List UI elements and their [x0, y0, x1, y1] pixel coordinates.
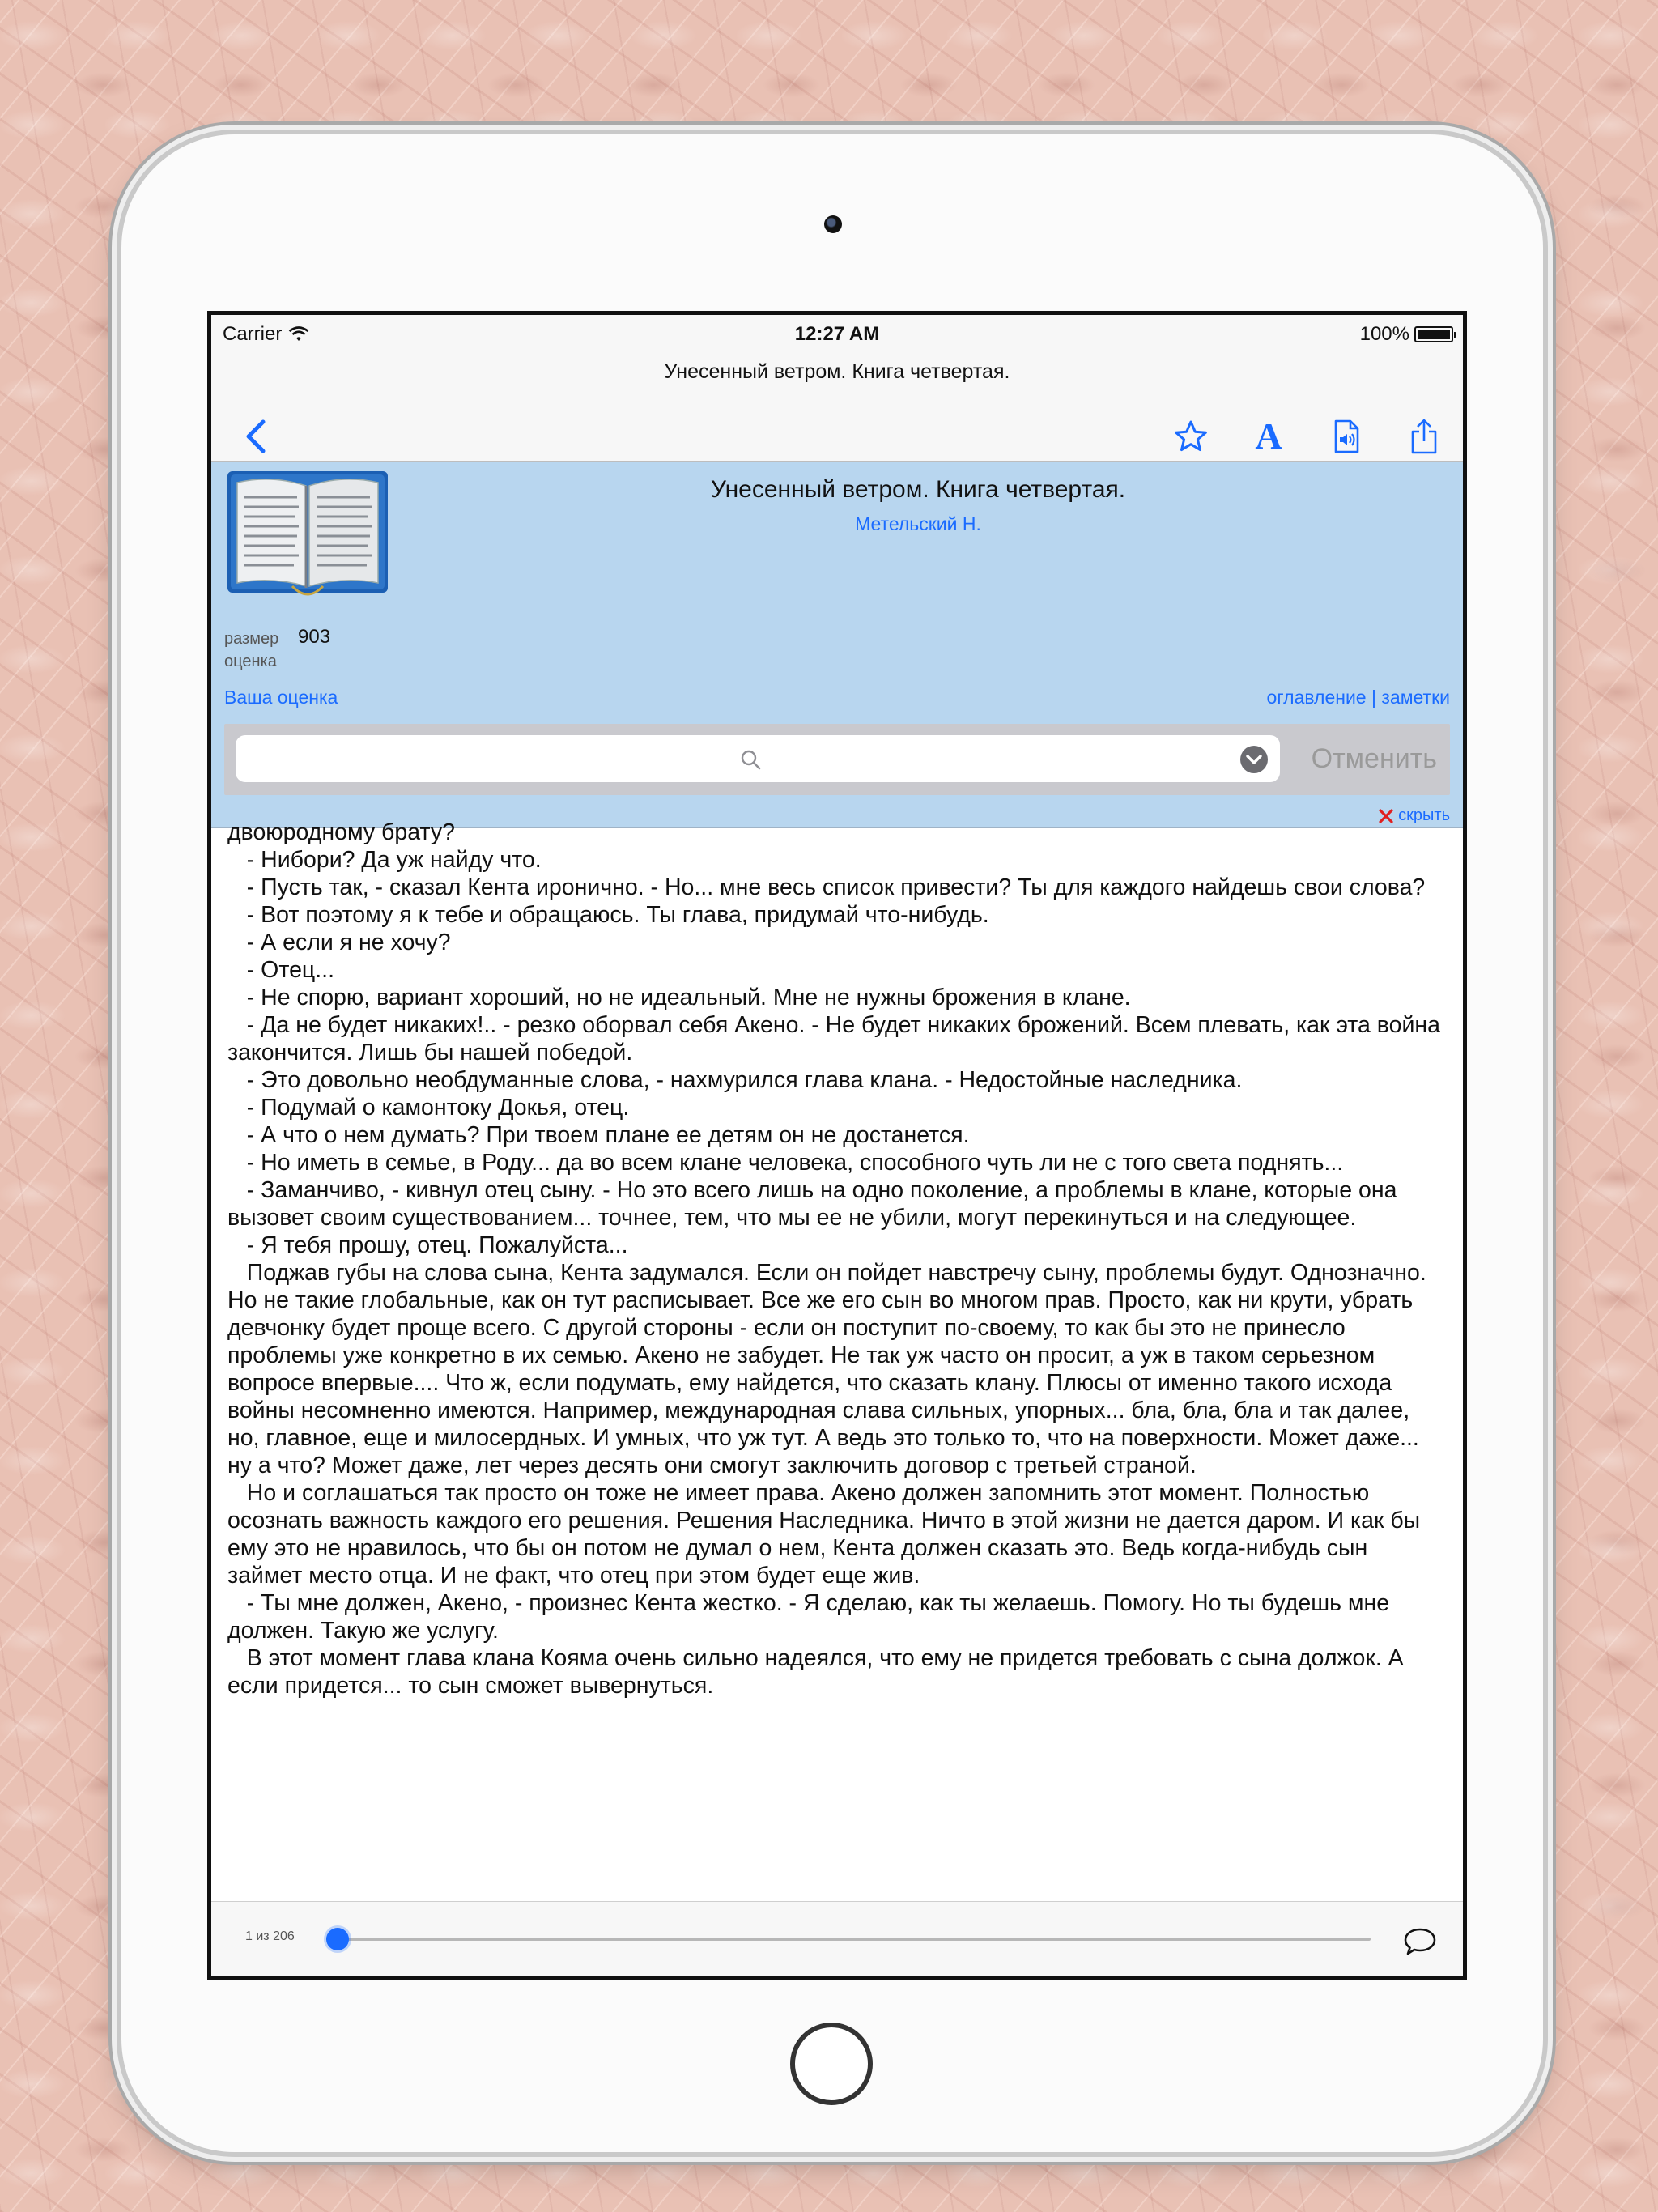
text-paragraph: - Ты мне должен, Акено, - произнес Кента жестко. - Я сделаю, как ты желаешь. Помогу. Но ты будешь мне должен. Такую же услугу. — [227, 1590, 1397, 1644]
rating-label: оценка — [224, 653, 277, 670]
share-button[interactable] — [1401, 414, 1447, 459]
text-paragraph: - Заманчиво, - кивнул отец сыну. - Но это всего лишь на одно поколение, а проблемы в клане, которые она вызовет своим существованием... точнее, тем, что мы ее не убили, могут перекинуться и на следующее. — [227, 1177, 1404, 1231]
nav-toolbar — [1136, 414, 1447, 459]
star-icon — [1173, 419, 1209, 454]
reader-bottom-bar — [211, 1901, 1463, 1976]
text-paragraph: Поджав губы на слова сына, Кента задумался. Если он пойдет навстречу сыну, проблемы будут. Однозначно. Но не такие глобальные, как он тут расписывает. Все же его сын во многом прав. Просто, как ни крути, убрать девчонку будет проще всего. С другой стороны - если он поступит по-своему, то как бы это не принесло проблемы уже конкретно в их семью. Акено не забудет. Не так уж часто он просит, а уж в таком серьезном вопросе впервые.... Что ж, если подумать, ему найдется, что сказать клану. Плюсы от именно такого исхода войны несомненно имеются. Например, международная слава сильных, упорных... бла, бла, бла и так далее, но, главное, еще и милосердных. И умных, что уж тут. А ведь это только то, что на поверхности. Может даже... ну а что? Может даже, лет через десять они смогут заключить договор с третьей страной. — [227, 1260, 1433, 1478]
text-paragraph: двоюродному брату? — [227, 819, 455, 845]
audio-button[interactable] — [1324, 414, 1369, 459]
battery-percent: 100% — [1359, 323, 1409, 345]
text-paragraph: - А что о нем думать? При твоем плане ее детям он не достанется. — [227, 1122, 970, 1148]
text-paragraph: - Не спорю, вариант хороший, но не идеальный. Мне не нужны брожения в клане. — [227, 985, 1131, 1010]
text-paragraph: - Да не будет никаких!.. - резко оборвал себя Акено. - Не будет никаких брожений. Всем плевать, как эта война закончится. Лишь бы нашей победой. — [227, 1012, 1447, 1066]
text-paragraph: - Но иметь в семье, в Роду... да во всем клане человека, способного чуть ли не с того света поднять... — [227, 1150, 1344, 1176]
reader-text — [227, 819, 1447, 1928]
notes-link[interactable]: заметки — [1381, 687, 1450, 708]
font-settings-button[interactable] — [1246, 414, 1291, 459]
text-paragraph: В этот момент глава клана Кояма очень сильно надеялся, что ему не придется требовать с сына должок. А если придется... то сын сможет вывернуться. — [227, 1645, 1410, 1699]
text-paragraph: - Пусть так, - сказал Кента иронично. - Но... мне весь список привести? Ты для каждого найдешь свои слова? — [227, 874, 1426, 900]
book-title: Унесенный ветром. Книга четвертая. — [710, 476, 1126, 503]
cancel-search-button[interactable]: Отменить — [1311, 743, 1437, 774]
search-bar — [224, 724, 1450, 795]
text-paragraph: - Я тебя прошу, отец. Пожалуйста... — [227, 1232, 628, 1258]
text-paragraph: - Нибори? Да уж найду что. — [227, 847, 542, 873]
font-icon: A — [1255, 415, 1282, 457]
text-paragraph: - А если я не хочу? — [227, 929, 451, 955]
book-author-link[interactable]: Метельский Н. — [855, 513, 981, 534]
text-paragraph: - Отец... — [227, 957, 335, 983]
chevron-down-circle-icon[interactable] — [1239, 745, 1269, 774]
carrier-label: Carrier — [223, 323, 283, 345]
text-paragraph: Но и соглашаться так просто он тоже не имеет права. Акено должен запомнить этот момент. Полностью осознать важность каждого его решения. Решения Наследника. Ничто в этой жизни не дается даром. И как бы ему это не нравилось, что бы он потом не думал о нем, Кента должен сказать это. Ведь когда-нибудь сын займет место отца. И не факт, что отец при этом будет еще жив. — [227, 1480, 1427, 1589]
screen — [207, 311, 1467, 1980]
back-chevron-icon[interactable] — [242, 419, 270, 454]
audio-file-icon — [1329, 419, 1364, 454]
status-time: 12:27 AM — [794, 323, 880, 345]
battery-group — [1360, 323, 1453, 346]
home-button[interactable] — [790, 2023, 873, 2105]
share-icon — [1406, 419, 1442, 454]
toc-link[interactable]: оглавление — [1266, 687, 1367, 708]
your-rating-link[interactable]: Ваша оценка — [224, 687, 338, 708]
size-value: 903 — [298, 626, 331, 648]
ipad-frame — [121, 134, 1543, 2152]
camera-dot — [824, 215, 842, 233]
text-paragraph: - Это довольно необдуманные слова, - нахмурился глава клана. - Недостойные наследника. — [227, 1067, 1243, 1093]
nav-title: Унесенный ветром. Книга четвертая. — [664, 360, 1010, 383]
battery-icon — [1414, 326, 1453, 342]
link-separator: | — [1366, 687, 1382, 708]
navigation-bar — [211, 347, 1463, 462]
bookmark-star-button[interactable] — [1168, 414, 1214, 459]
page-slider-thumb[interactable] — [326, 1928, 349, 1950]
status-bar — [211, 315, 1463, 347]
page-slider-track[interactable] — [326, 1938, 1371, 1941]
book-info-panel — [211, 462, 1463, 828]
book-cover-image — [223, 465, 393, 604]
search-input[interactable] — [236, 735, 1280, 782]
toc-notes-links — [1266, 687, 1450, 708]
speech-bubble-icon[interactable] — [1403, 1926, 1437, 1957]
search-field — [236, 735, 1280, 782]
hide-label: скрыть — [1398, 806, 1450, 824]
size-label: размер — [224, 630, 279, 648]
text-paragraph: - Вот поэтому я к тебе и обращаюсь. Ты глава, придумай что-нибудь. — [227, 902, 989, 928]
page-indicator: 1 из 206 — [245, 1929, 295, 1943]
text-paragraph: - Подумай о камонтоку Докья, отец. — [227, 1095, 630, 1121]
